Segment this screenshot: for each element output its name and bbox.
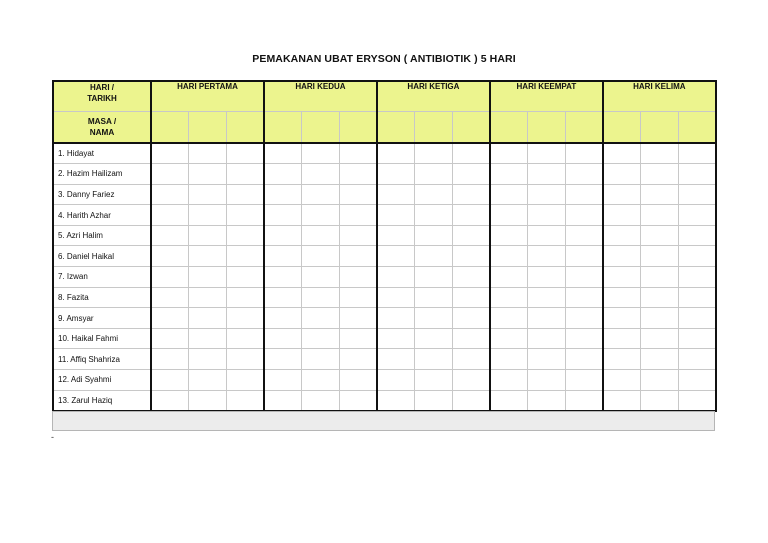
dose-check-cell[interactable] bbox=[528, 184, 566, 205]
medication-schedule-table bbox=[52, 80, 717, 412]
dose-check-cell[interactable] bbox=[189, 390, 227, 411]
dose-check-cell[interactable] bbox=[528, 370, 566, 391]
dose-check-cell[interactable] bbox=[565, 308, 603, 329]
dose-check-cell[interactable] bbox=[603, 205, 641, 226]
dose-check-cell[interactable] bbox=[490, 287, 528, 308]
dose-check-cell[interactable] bbox=[226, 370, 264, 391]
dose-check-cell[interactable] bbox=[640, 143, 678, 164]
dose-check-cell[interactable] bbox=[377, 370, 415, 391]
dose-check-cell[interactable] bbox=[151, 164, 189, 185]
dose-check-cell[interactable] bbox=[415, 390, 453, 411]
day-date-label-line1: HARI / bbox=[90, 83, 114, 92]
dose-check-cell[interactable] bbox=[226, 225, 264, 246]
dose-check-cell[interactable] bbox=[226, 205, 264, 226]
dose-check-cell[interactable] bbox=[452, 143, 490, 164]
dose-check-cell[interactable] bbox=[565, 246, 603, 267]
dose-check-cell[interactable] bbox=[339, 205, 377, 226]
dose-check-cell[interactable] bbox=[226, 184, 264, 205]
dose-check-cell[interactable] bbox=[151, 349, 189, 370]
dose-check-cell[interactable] bbox=[302, 225, 340, 246]
dose-check-cell[interactable] bbox=[640, 328, 678, 349]
dose-check-cell[interactable] bbox=[264, 184, 302, 205]
dose-check-cell[interactable] bbox=[302, 328, 340, 349]
dose-check-cell[interactable] bbox=[377, 184, 415, 205]
dose-check-cell[interactable] bbox=[452, 225, 490, 246]
dose-check-cell[interactable] bbox=[264, 164, 302, 185]
day-2-header: HARI KEDUA bbox=[264, 81, 377, 111]
dose-check-cell[interactable] bbox=[490, 370, 528, 391]
dose-check-cell[interactable] bbox=[528, 390, 566, 411]
table-row bbox=[53, 205, 716, 226]
dose-check-cell[interactable] bbox=[565, 184, 603, 205]
patient-name: 4. Harith Azhar bbox=[53, 205, 151, 226]
dose-check-cell[interactable] bbox=[264, 349, 302, 370]
dose-check-cell[interactable] bbox=[339, 328, 377, 349]
dose-check-cell[interactable] bbox=[452, 246, 490, 267]
dose-check-cell[interactable] bbox=[678, 246, 716, 267]
dose-check-cell[interactable] bbox=[528, 164, 566, 185]
time-slot-cell[interactable] bbox=[377, 111, 415, 143]
dose-check-cell[interactable] bbox=[528, 225, 566, 246]
dose-check-cell[interactable] bbox=[415, 287, 453, 308]
dose-check-cell[interactable] bbox=[565, 225, 603, 246]
dose-check-cell[interactable] bbox=[452, 390, 490, 411]
day-4-header: HARI KEEMPAT bbox=[490, 81, 603, 111]
dose-check-cell[interactable] bbox=[226, 349, 264, 370]
dose-check-cell[interactable] bbox=[640, 164, 678, 185]
dose-check-cell[interactable] bbox=[151, 143, 189, 164]
dose-check-cell[interactable] bbox=[452, 370, 490, 391]
day-date-header bbox=[53, 81, 151, 111]
dose-check-cell[interactable] bbox=[490, 225, 528, 246]
day-date-label-line2: TARIKH bbox=[87, 94, 117, 103]
dose-check-cell[interactable] bbox=[339, 370, 377, 391]
dose-check-cell[interactable] bbox=[189, 205, 227, 226]
time-slot-cell[interactable] bbox=[452, 111, 490, 143]
dose-check-cell[interactable] bbox=[302, 267, 340, 288]
patient-name: 10. Haikal Fahmi bbox=[53, 328, 151, 349]
time-slot-cell[interactable] bbox=[264, 111, 302, 143]
dose-check-cell[interactable] bbox=[640, 308, 678, 329]
dose-check-cell[interactable] bbox=[264, 308, 302, 329]
time-slot-cell[interactable] bbox=[151, 111, 189, 143]
dose-check-cell[interactable] bbox=[678, 225, 716, 246]
day-header-row bbox=[53, 81, 716, 111]
dose-check-cell[interactable] bbox=[603, 308, 641, 329]
dose-check-cell[interactable] bbox=[528, 205, 566, 226]
dose-check-cell[interactable] bbox=[678, 287, 716, 308]
dose-check-cell[interactable] bbox=[189, 143, 227, 164]
patient-name: 1. Hidayat bbox=[53, 143, 151, 164]
dose-check-cell[interactable] bbox=[452, 205, 490, 226]
dose-check-cell[interactable] bbox=[226, 246, 264, 267]
time-name-label-line2: NAMA bbox=[89, 127, 115, 137]
patient-name: 7. Izwan bbox=[53, 267, 151, 288]
dose-check-cell[interactable] bbox=[603, 287, 641, 308]
dose-check-cell[interactable] bbox=[226, 308, 264, 329]
table-row bbox=[53, 349, 716, 370]
dose-check-cell[interactable] bbox=[565, 370, 603, 391]
dose-check-cell[interactable] bbox=[490, 267, 528, 288]
dose-check-cell[interactable] bbox=[226, 143, 264, 164]
dose-check-cell[interactable] bbox=[565, 349, 603, 370]
patient-name: 9. Amsyar bbox=[53, 308, 151, 329]
time-slot-cell[interactable] bbox=[415, 111, 453, 143]
patient-name: 11. Affiq Shahriza bbox=[53, 349, 151, 370]
dose-check-cell[interactable] bbox=[377, 349, 415, 370]
dose-check-cell[interactable] bbox=[415, 328, 453, 349]
dose-check-cell[interactable] bbox=[565, 328, 603, 349]
dose-check-cell[interactable] bbox=[377, 164, 415, 185]
dose-check-cell[interactable] bbox=[528, 287, 566, 308]
time-slot-cell[interactable] bbox=[603, 111, 641, 143]
table-row bbox=[53, 308, 716, 329]
dose-check-cell[interactable] bbox=[189, 308, 227, 329]
dose-check-cell[interactable] bbox=[678, 390, 716, 411]
dose-check-cell[interactable] bbox=[415, 349, 453, 370]
dose-check-cell[interactable] bbox=[151, 370, 189, 391]
dose-check-cell[interactable] bbox=[528, 143, 566, 164]
dose-check-cell[interactable] bbox=[490, 308, 528, 329]
dose-check-cell[interactable] bbox=[490, 184, 528, 205]
table-row bbox=[53, 267, 716, 288]
dose-check-cell[interactable] bbox=[490, 349, 528, 370]
dose-check-cell[interactable] bbox=[339, 287, 377, 308]
footer-bar bbox=[52, 411, 715, 431]
dose-check-cell[interactable] bbox=[678, 349, 716, 370]
dose-check-cell[interactable] bbox=[151, 246, 189, 267]
dose-check-cell[interactable] bbox=[490, 143, 528, 164]
time-name-header bbox=[53, 111, 151, 143]
dose-check-cell[interactable] bbox=[603, 267, 641, 288]
table-row bbox=[53, 370, 716, 391]
dose-check-cell[interactable] bbox=[415, 164, 453, 185]
dose-check-cell[interactable] bbox=[678, 267, 716, 288]
patient-name: 3. Danny Fariez bbox=[53, 184, 151, 205]
dose-check-cell[interactable] bbox=[302, 390, 340, 411]
dose-check-cell[interactable] bbox=[603, 164, 641, 185]
dose-check-cell[interactable] bbox=[415, 267, 453, 288]
time-slot-cell[interactable] bbox=[339, 111, 377, 143]
dose-check-cell[interactable] bbox=[565, 164, 603, 185]
dose-check-cell[interactable] bbox=[264, 390, 302, 411]
dose-check-cell[interactable] bbox=[490, 328, 528, 349]
time-slot-cell[interactable] bbox=[565, 111, 603, 143]
dose-check-cell[interactable] bbox=[189, 184, 227, 205]
dose-check-cell[interactable] bbox=[339, 246, 377, 267]
patient-name: 8. Fazita bbox=[53, 287, 151, 308]
dose-check-cell[interactable] bbox=[678, 164, 716, 185]
dose-check-cell[interactable] bbox=[452, 267, 490, 288]
table-row bbox=[53, 143, 716, 164]
dose-check-cell[interactable] bbox=[264, 370, 302, 391]
dose-check-cell[interactable] bbox=[528, 246, 566, 267]
dose-check-cell[interactable] bbox=[189, 225, 227, 246]
dose-check-cell[interactable] bbox=[377, 205, 415, 226]
dose-check-cell[interactable] bbox=[302, 370, 340, 391]
time-name-label-line1: MASA / bbox=[87, 116, 117, 126]
dose-check-cell[interactable] bbox=[640, 390, 678, 411]
dose-check-cell[interactable] bbox=[264, 287, 302, 308]
dose-check-cell[interactable] bbox=[151, 225, 189, 246]
dose-check-cell[interactable] bbox=[640, 205, 678, 226]
dose-check-cell[interactable] bbox=[490, 246, 528, 267]
dose-check-cell[interactable] bbox=[603, 390, 641, 411]
dose-check-cell[interactable] bbox=[264, 205, 302, 226]
dose-check-cell[interactable] bbox=[377, 267, 415, 288]
table-row bbox=[53, 225, 716, 246]
time-slot-cell[interactable] bbox=[490, 111, 528, 143]
time-slot-cell[interactable] bbox=[640, 111, 678, 143]
dose-check-cell[interactable] bbox=[377, 225, 415, 246]
dose-check-cell[interactable] bbox=[490, 390, 528, 411]
table-row bbox=[53, 184, 716, 205]
time-slot-cell[interactable] bbox=[189, 111, 227, 143]
dose-check-cell[interactable] bbox=[415, 370, 453, 391]
dose-check-cell[interactable] bbox=[452, 349, 490, 370]
dose-check-cell[interactable] bbox=[377, 308, 415, 329]
dose-check-cell[interactable] bbox=[678, 184, 716, 205]
dose-check-cell[interactable] bbox=[302, 205, 340, 226]
dose-check-cell[interactable] bbox=[302, 287, 340, 308]
dose-check-cell[interactable] bbox=[189, 349, 227, 370]
patient-name: 13. Zarul Haziq bbox=[53, 390, 151, 411]
dose-check-cell[interactable] bbox=[603, 225, 641, 246]
dose-check-cell[interactable] bbox=[302, 143, 340, 164]
time-slot-cell[interactable] bbox=[678, 111, 716, 143]
dose-check-cell[interactable] bbox=[189, 328, 227, 349]
dose-check-cell[interactable] bbox=[302, 184, 340, 205]
table-row bbox=[53, 287, 716, 308]
dose-check-cell[interactable] bbox=[339, 164, 377, 185]
dose-check-cell[interactable] bbox=[151, 287, 189, 308]
dose-check-cell[interactable] bbox=[490, 164, 528, 185]
patient-name: 5. Azri Halim bbox=[53, 225, 151, 246]
dose-check-cell[interactable] bbox=[189, 370, 227, 391]
day-1-header: HARI PERTAMA bbox=[151, 81, 264, 111]
dose-check-cell[interactable] bbox=[415, 205, 453, 226]
dose-check-cell[interactable] bbox=[415, 246, 453, 267]
dose-check-cell[interactable] bbox=[339, 390, 377, 411]
dose-check-cell[interactable] bbox=[490, 205, 528, 226]
dose-check-cell[interactable] bbox=[151, 184, 189, 205]
dose-check-cell[interactable] bbox=[528, 328, 566, 349]
dose-check-cell[interactable] bbox=[603, 349, 641, 370]
dose-check-cell[interactable] bbox=[528, 349, 566, 370]
dose-check-cell[interactable] bbox=[603, 370, 641, 391]
dose-check-cell[interactable] bbox=[226, 267, 264, 288]
dose-check-cell[interactable] bbox=[264, 267, 302, 288]
dose-check-cell[interactable] bbox=[565, 205, 603, 226]
dose-check-cell[interactable] bbox=[640, 246, 678, 267]
dose-check-cell[interactable] bbox=[415, 308, 453, 329]
dose-check-cell[interactable] bbox=[264, 143, 302, 164]
patient-name: 2. Hazim Hailizam bbox=[53, 164, 151, 185]
time-header-row bbox=[53, 111, 716, 143]
table-row bbox=[53, 246, 716, 267]
dose-check-cell[interactable] bbox=[678, 205, 716, 226]
dose-check-cell[interactable] bbox=[339, 349, 377, 370]
dose-check-cell[interactable] bbox=[640, 267, 678, 288]
dose-check-cell[interactable] bbox=[151, 328, 189, 349]
dose-check-cell[interactable] bbox=[565, 390, 603, 411]
dose-check-cell[interactable] bbox=[189, 287, 227, 308]
day-3-header: HARI KETIGA bbox=[377, 81, 490, 111]
time-slot-cell[interactable] bbox=[302, 111, 340, 143]
dose-check-cell[interactable] bbox=[678, 308, 716, 329]
dose-check-cell[interactable] bbox=[640, 370, 678, 391]
dose-check-cell[interactable] bbox=[226, 164, 264, 185]
dose-check-cell[interactable] bbox=[640, 225, 678, 246]
dose-check-cell[interactable] bbox=[264, 328, 302, 349]
dose-check-cell[interactable] bbox=[565, 267, 603, 288]
dose-check-cell[interactable] bbox=[678, 143, 716, 164]
dose-check-cell[interactable] bbox=[603, 246, 641, 267]
table-row bbox=[53, 390, 716, 411]
dose-check-cell[interactable] bbox=[640, 287, 678, 308]
dose-check-cell[interactable] bbox=[565, 143, 603, 164]
table-row bbox=[53, 164, 716, 185]
dose-check-cell[interactable] bbox=[151, 390, 189, 411]
dose-check-cell[interactable] bbox=[377, 143, 415, 164]
document-title: PEMAKANAN UBAT ERYSON ( ANTIBIOTIK ) 5 HARI bbox=[252, 53, 516, 65]
dose-check-cell[interactable] bbox=[452, 184, 490, 205]
dose-check-cell[interactable] bbox=[302, 164, 340, 185]
dose-check-cell[interactable] bbox=[640, 184, 678, 205]
dose-check-cell[interactable] bbox=[151, 205, 189, 226]
dose-check-cell[interactable] bbox=[302, 308, 340, 329]
dose-check-cell[interactable] bbox=[377, 287, 415, 308]
dose-check-cell[interactable] bbox=[189, 267, 227, 288]
dose-check-cell[interactable] bbox=[678, 370, 716, 391]
dose-check-cell[interactable] bbox=[603, 184, 641, 205]
dose-check-cell[interactable] bbox=[226, 287, 264, 308]
dose-check-cell[interactable] bbox=[226, 328, 264, 349]
table-row bbox=[53, 328, 716, 349]
dose-check-cell[interactable] bbox=[640, 349, 678, 370]
day-5-header: HARI KELIMA bbox=[603, 81, 716, 111]
footer-dash: - bbox=[51, 432, 54, 442]
dose-check-cell[interactable] bbox=[151, 267, 189, 288]
time-slot-cell[interactable] bbox=[528, 111, 566, 143]
dose-check-cell[interactable] bbox=[528, 308, 566, 329]
dose-check-cell[interactable] bbox=[452, 308, 490, 329]
dose-check-cell[interactable] bbox=[565, 287, 603, 308]
dose-check-cell[interactable] bbox=[226, 390, 264, 411]
dose-check-cell[interactable] bbox=[603, 328, 641, 349]
dose-check-cell[interactable] bbox=[603, 143, 641, 164]
patient-name: 6. Daniel Haikal bbox=[53, 246, 151, 267]
dose-check-cell[interactable] bbox=[264, 246, 302, 267]
dose-check-cell[interactable] bbox=[528, 267, 566, 288]
dose-check-cell[interactable] bbox=[452, 287, 490, 308]
dose-check-cell[interactable] bbox=[415, 225, 453, 246]
dose-check-cell[interactable] bbox=[302, 246, 340, 267]
dose-check-cell[interactable] bbox=[339, 143, 377, 164]
dose-check-cell[interactable] bbox=[189, 246, 227, 267]
patient-name: 12. Adi Syahmi bbox=[53, 370, 151, 391]
dose-check-cell[interactable] bbox=[189, 164, 227, 185]
dose-check-cell[interactable] bbox=[377, 246, 415, 267]
dose-check-cell[interactable] bbox=[452, 164, 490, 185]
dose-check-cell[interactable] bbox=[339, 225, 377, 246]
time-slot-cell[interactable] bbox=[226, 111, 264, 143]
dose-check-cell[interactable] bbox=[302, 349, 340, 370]
dose-check-cell[interactable] bbox=[415, 143, 453, 164]
dose-check-cell[interactable] bbox=[151, 308, 189, 329]
dose-check-cell[interactable] bbox=[377, 328, 415, 349]
dose-check-cell[interactable] bbox=[452, 328, 490, 349]
dose-check-cell[interactable] bbox=[339, 184, 377, 205]
dose-check-cell[interactable] bbox=[415, 184, 453, 205]
dose-check-cell[interactable] bbox=[678, 328, 716, 349]
dose-check-cell[interactable] bbox=[264, 225, 302, 246]
dose-check-cell[interactable] bbox=[339, 267, 377, 288]
dose-check-cell[interactable] bbox=[339, 308, 377, 329]
dose-check-cell[interactable] bbox=[377, 390, 415, 411]
